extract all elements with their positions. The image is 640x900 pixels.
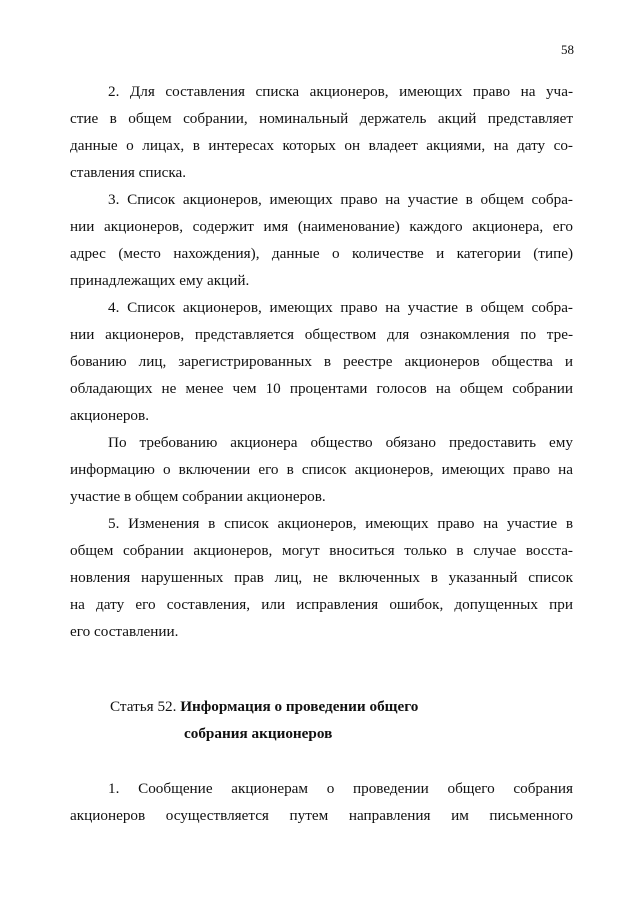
article-title-line-1: Информация о проведении общего bbox=[180, 698, 419, 715]
paragraph-5-line-2: общем собрании акционеров, могут вноситься только в случае восста- bbox=[70, 542, 573, 559]
paragraph-3-line-1: 3. Список акционеров, имеющих право на участие в общем собра- bbox=[108, 191, 573, 208]
article-heading bbox=[110, 697, 418, 717]
paragraph-4-line-3: бованию лиц, зарегистрированных в реестре акционеров общества и bbox=[70, 353, 573, 370]
paragraph-5-line-3: новления нарушенных прав лиц, не включенных в указанный список bbox=[70, 569, 573, 586]
paragraph-request-line-3: участие в общем собрании акционеров. bbox=[70, 488, 326, 505]
paragraph-4-line-4: обладающих не менее чем 10 процентами голосов на общем собрании bbox=[70, 380, 573, 397]
paragraph-5-line-4: на дату его составления, или исправления ошибок, допущенных при bbox=[70, 596, 573, 613]
paragraph-3-line-3: адрес (место нахождения), данные о количестве и категории (типе) bbox=[70, 245, 573, 262]
final-paragraph-line-1: 1. Сообщение акционерам о проведении общего собрания bbox=[108, 780, 573, 797]
paragraph-2-line-4: ставления списка. bbox=[70, 164, 187, 181]
final-paragraph-line-2: акционеров осуществляется путем направления им письменного bbox=[70, 807, 573, 824]
paragraph-3-line-4: принадлежащих ему акций. bbox=[70, 272, 250, 289]
paragraph-2-line-1: 2. Для составления списка акционеров, имеющих право на уча- bbox=[108, 83, 573, 100]
paragraph-5-line-5: его составлении. bbox=[70, 623, 179, 640]
paragraph-4-line-2: нии акционеров, представляется обществом для ознакомления по тре- bbox=[70, 326, 573, 343]
article-heading-continuation bbox=[184, 724, 332, 744]
paragraph-2-line-3: данные о лицах, в интересах которых он владеет акциями, на дату со- bbox=[70, 137, 573, 154]
paragraph-4-line-1: 4. Список акционеров, имеющих право на участие в общем собра- bbox=[108, 299, 573, 316]
paragraph-4-line-5: акционеров. bbox=[70, 407, 149, 424]
paragraph-3-line-2: нии акционеров, содержит имя (наименование) каждого акционера, его bbox=[70, 218, 573, 235]
article-title-line-2: собрания акционеров bbox=[184, 725, 333, 742]
page-number: 58 bbox=[561, 42, 574, 57]
paragraph-request-line-1: По требованию акционера общество обязано предоставить ему bbox=[108, 434, 573, 451]
paragraph-request-line-2: информацию о включении его в список акционеров, имеющих право на bbox=[70, 461, 573, 478]
paragraph-5-line-1: 5. Изменения в список акционеров, имеющих право на участие в bbox=[108, 515, 573, 532]
paragraph-2-line-2: стие в общем собрании, номинальный держатель акций представляет bbox=[70, 110, 573, 127]
article-prefix: Статья 52. bbox=[110, 698, 177, 715]
